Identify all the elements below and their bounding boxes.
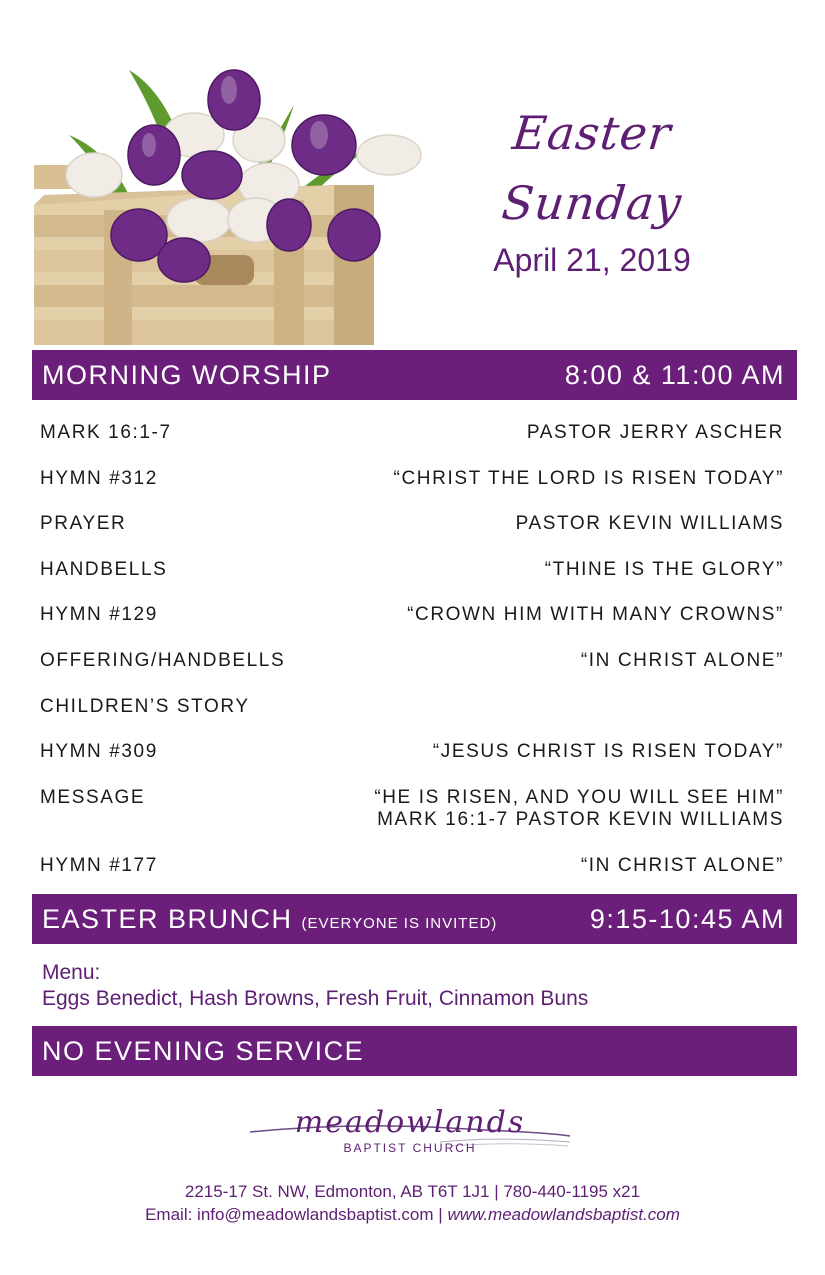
evening-service-header [32,1026,797,1076]
item-right: “CHRIST THE LORD IS RISEN TODAY” [393,467,784,489]
item-left: HYMN #129 [40,604,158,626]
menu-items: Eggs Benedict, Hash Browns, Fresh Fruit, Cinnamon Buns [42,987,589,1010]
item-left: MESSAGE [40,786,146,808]
list-item [40,412,784,458]
email-website-line [0,1203,825,1226]
easter-brunch-header [32,894,797,944]
list-item [40,845,784,891]
morning-worship-header [32,350,797,400]
church-logo [250,1102,575,1162]
service-date: April 21, 2019 [493,242,691,278]
item-right: “CROWN HIM WITH MANY CROWNS” [407,604,784,626]
tulip-crate-photo [34,45,438,345]
item-left: MARK 16:1-7 [40,422,172,443]
morning-worship-title: MORNING WORSHIP [42,359,332,390]
title-easter: Easter [510,106,674,160]
list-item [40,503,784,549]
separator: | [438,1205,443,1224]
item-right: PASTOR KEVIN WILLIAMS [515,513,784,535]
item-right: “IN CHRIST ALONE” [580,854,784,876]
message-reference: MARK 16:1-7 PASTOR KEVIN WILLIAMS [377,808,784,830]
list-item [40,777,784,845]
morning-worship-time: 8:00 & 11:00 AM [564,359,785,390]
list-item [40,640,784,686]
list-item [40,731,784,777]
title-sunday: Sunday [499,176,685,230]
item-left: HYMN #309 [40,741,158,763]
item-right: “IN CHRIST ALONE” [580,649,784,671]
message-title: “HE IS RISEN, AND YOU WILL SEE HIM” [374,786,784,808]
evening-service-title: NO EVENING SERVICE [42,1035,365,1066]
item-left: PRAYER [40,513,127,535]
item-right: PASTOR JERRY ASCHER [526,422,784,443]
easter-brunch-title-group [42,904,497,935]
item-left: OFFERING/HANDBELLS [40,649,286,671]
item-left: HYMN #312 [40,467,158,489]
item-left: HYMN #177 [40,854,158,876]
contact-info [0,1180,825,1226]
website: www.meadowlandsbaptist.com [447,1205,680,1224]
list-item [40,458,784,504]
brunch-menu [42,960,588,1012]
logo-wordmark: meadowlands [294,1105,526,1140]
item-left: CHILDREN’S STORY [40,695,250,717]
item-right: “JESUS CHRIST IS RISEN TODAY” [432,741,784,763]
address-phone: 2215-17 St. NW, Edmonton, AB T6T 1J1 | 780-440-1195 x21 [184,1182,641,1201]
item-left: HANDBELLS [40,558,168,580]
list-item [40,594,784,640]
easter-brunch-title: EASTER BRUNCH [42,903,293,934]
easter-brunch-time: 9:15-10:45 AM [589,903,785,934]
logo-subtitle: BAPTIST CHURCH [343,1141,477,1155]
item-right: “THINE IS THE GLORY” [544,558,784,580]
list-item [40,686,784,732]
item-right [374,787,784,831]
title-block [452,100,732,279]
order-of-service [40,412,784,890]
menu-label: Menu: [42,961,101,984]
email: Email: info@meadowlandsbaptist.com [145,1205,434,1224]
list-item [40,549,784,595]
easter-brunch-note: (EVERYONE IS INVITED) [301,914,498,932]
